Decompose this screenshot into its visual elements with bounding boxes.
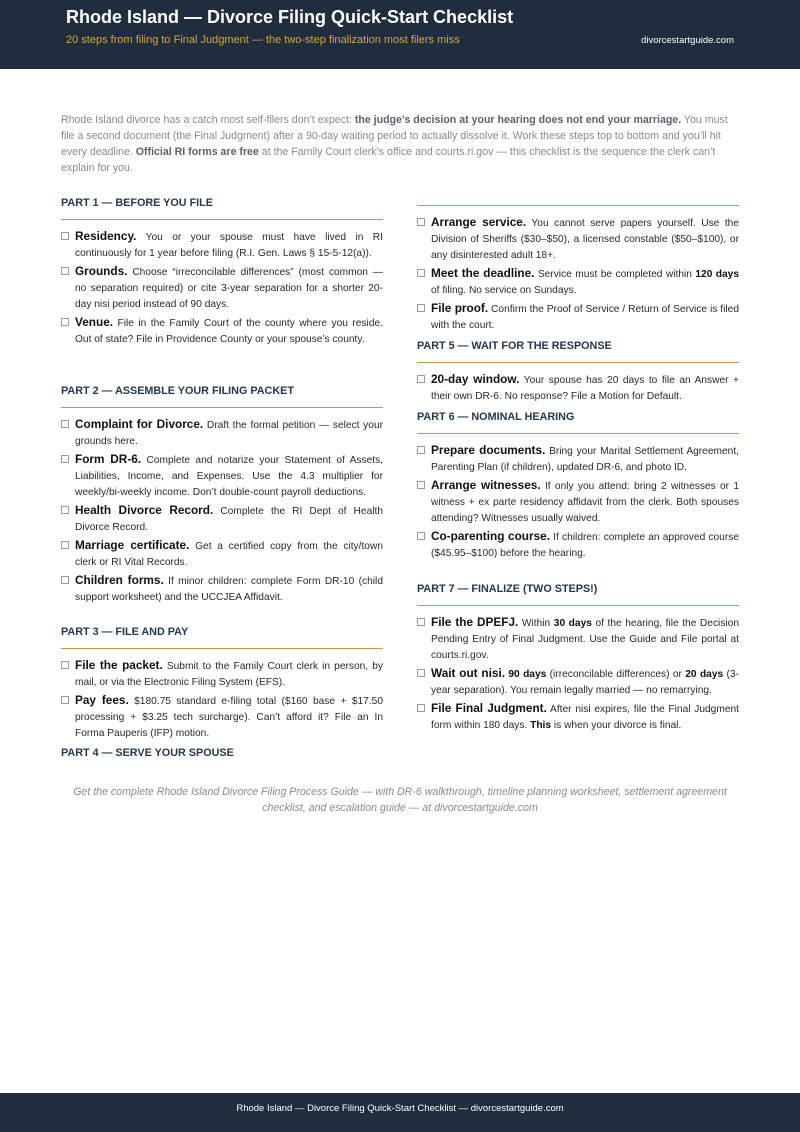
part-1-section bbox=[61, 196, 383, 349]
checklist-item bbox=[417, 300, 739, 334]
checklist-item bbox=[61, 537, 383, 571]
part-title: PART 3 — FILE AND PAY bbox=[61, 626, 189, 638]
checklist-item bbox=[417, 265, 739, 299]
item-title: Complaint for Divorce. bbox=[75, 417, 204, 431]
checklist-item bbox=[417, 665, 739, 699]
intro-text: Rhode Island divorce has a catch most self-filers don’t expect: bbox=[61, 114, 355, 126]
item-text: Your spouse has 20 days to file an Answer + their own DR-6. No response? File a Motion for Default. bbox=[431, 375, 739, 402]
intro-emphasis: the judge’s decision at your hearing does not end your marriage. bbox=[354, 114, 682, 126]
part-title: PART 5 — WAIT FOR THE RESPONSE bbox=[417, 340, 612, 352]
part-5-section bbox=[417, 339, 739, 406]
item-text: File in the Family Court of the county where you reside. Out of state? File in Providence County or your spouse’s county. bbox=[75, 318, 383, 345]
intro-text: You must file a second document (the Final Judgment) after a 90-day waiting period to actually dissolve it. Work these steps top to bottom and you’ll hit every deadline. bbox=[61, 114, 728, 158]
item-title: Form DR-6. bbox=[75, 452, 142, 466]
part-3-section bbox=[61, 625, 383, 743]
part-title: PART 1 — BEFORE YOU FILE bbox=[61, 197, 213, 209]
section-divider bbox=[61, 407, 383, 408]
item-title: Prepare documents. bbox=[431, 443, 546, 457]
checklist-item bbox=[417, 700, 739, 734]
item-text: $180.75 standard e-filing total ($160 base + $17.50 processing + $3.25 tech surcharge). Can’t afford it? File an In Forma Pauperis (IFP) motion. bbox=[75, 696, 383, 739]
checkbox[interactable] bbox=[417, 269, 425, 277]
item-emphasis: 120 days bbox=[695, 269, 739, 280]
checklist-item bbox=[417, 528, 739, 562]
section-divider bbox=[61, 648, 383, 649]
item-text: of the hearing, file the Decision Pending Entry of Final Judgment. Use the Guide and File portal at courts.ri.gov. bbox=[431, 618, 740, 661]
part-6-section bbox=[417, 410, 739, 563]
checklist-item bbox=[417, 477, 739, 527]
checklist-item bbox=[61, 572, 383, 606]
checkbox[interactable] bbox=[417, 618, 425, 626]
checkbox[interactable] bbox=[61, 455, 69, 463]
item-title: Health Divorce Record. bbox=[75, 503, 214, 517]
part-2-section bbox=[61, 384, 383, 607]
part-title: PART 2 — ASSEMBLE YOUR FILING PACKET bbox=[61, 385, 294, 397]
intro-paragraph bbox=[61, 112, 739, 176]
item-title: Venue. bbox=[75, 315, 114, 329]
intro-emphasis: Official RI forms are free bbox=[135, 146, 259, 158]
item-text: If only you attend: bring 2 witnesses or 1 witness + ex parte residency affidavit from the clerk. Both spouses attending? Witnesses usually waived. bbox=[431, 481, 739, 524]
checkbox[interactable] bbox=[417, 669, 425, 677]
checkbox[interactable] bbox=[61, 576, 69, 584]
item-text: Within bbox=[518, 618, 554, 629]
item-text: Service must be completed within bbox=[534, 269, 696, 280]
item-text: (3-year separation). You remain legally married — no remarrying. bbox=[431, 669, 739, 696]
checkbox[interactable] bbox=[61, 661, 69, 669]
checklist-item bbox=[417, 214, 739, 264]
item-title: Wait out nisi. bbox=[431, 666, 506, 680]
item-text: of filing. No service on Sundays. bbox=[431, 285, 577, 296]
item-text: Bring your Marital Settlement Agreement, Parenting Plan (if children), updated DR-6, and photo ID. bbox=[431, 446, 739, 473]
item-text: Confirm the Proof of Service / Return of Service is filed with the court. bbox=[431, 304, 739, 331]
part-4-section bbox=[417, 196, 739, 335]
checkbox[interactable] bbox=[417, 375, 425, 383]
item-title: Pay fees. bbox=[75, 693, 129, 707]
checkbox[interactable] bbox=[417, 446, 425, 454]
item-title: Marriage certificate. bbox=[75, 538, 190, 552]
item-title: Meet the deadline. bbox=[431, 266, 535, 280]
item-text: You or your spouse must have lived in RI continuously for 1 year before filing (R.I. Gen. Laws § 15-5-12(a)). bbox=[75, 232, 383, 259]
item-emphasis: 30 days bbox=[553, 618, 592, 629]
item-text: After nisi expires, file the Final Judgment form within 180 days. bbox=[431, 704, 739, 731]
item-text: You cannot serve papers yourself. Use the Division of Sheriffs ($30–$50), a licensed constable ($50–$100), or any disinterested adult 18+. bbox=[431, 218, 739, 261]
checkbox[interactable] bbox=[61, 420, 69, 428]
checkbox[interactable] bbox=[417, 304, 425, 312]
item-title: Residency. bbox=[75, 229, 137, 243]
checkbox[interactable] bbox=[61, 318, 69, 326]
checklist-item bbox=[61, 416, 383, 450]
page-subtitle: 20 steps from filing to Final Judgment — the two-step finalization most filers miss bbox=[66, 34, 460, 46]
item-text: Complete the RI Dept of Health Divorce Record. bbox=[75, 506, 383, 533]
item-title: Arrange service. bbox=[431, 215, 527, 229]
item-text: (irreconcilable differences) or bbox=[546, 669, 686, 680]
checklist-item bbox=[61, 451, 383, 501]
item-text: Submit to the Family Court clerk in person, by mail, or via the Electronic Filing System (EFS). bbox=[75, 661, 383, 688]
section-divider bbox=[61, 219, 383, 220]
checkbox[interactable] bbox=[61, 267, 69, 275]
item-emphasis: This bbox=[530, 720, 552, 731]
page-footer bbox=[0, 1093, 800, 1132]
item-title: File the packet. bbox=[75, 658, 163, 672]
part-4-heading bbox=[61, 746, 383, 760]
footer-text: Rhode Island — Divorce Filing Quick-Start Checklist — divorcestartguide.com bbox=[236, 1103, 564, 1114]
item-title: 20-day window. bbox=[431, 372, 520, 386]
item-text: is when your divorce is final. bbox=[551, 720, 682, 731]
site-name: divorcestartguide.com bbox=[641, 35, 734, 46]
checkbox[interactable] bbox=[61, 506, 69, 514]
item-text: Get a certified copy from the city/town clerk or RI Vital Records. bbox=[75, 541, 383, 568]
item-text: If children: complete an approved course ($45.95–$100) before the hearing. bbox=[431, 532, 739, 559]
item-title: File Final Judgment. bbox=[431, 701, 547, 715]
guide-promo-note: Get the complete Rhode Island Divorce Filing Process Guide — with DR-6 walkthrough, timeline planning worksheet, settlement agreement checklist, and escalation guide — at divorcestartguide.com bbox=[73, 786, 727, 814]
checkbox[interactable] bbox=[417, 532, 425, 540]
item-emphasis: 90 days bbox=[508, 669, 547, 680]
section-divider bbox=[417, 205, 739, 206]
checkbox[interactable] bbox=[417, 704, 425, 712]
item-title: Co-parenting course. bbox=[431, 529, 550, 543]
checklist-item bbox=[61, 657, 383, 691]
checklist-item bbox=[61, 228, 383, 262]
checklist-item bbox=[417, 614, 739, 664]
item-title: Children forms. bbox=[75, 573, 164, 587]
item-text: Choose “irreconcilable differences” (most common — no separation required) or cite 3-year separation for a shorter 20-day nisi period instead of 90 days. bbox=[75, 267, 383, 310]
item-title: Grounds. bbox=[75, 264, 128, 278]
checkbox[interactable] bbox=[417, 481, 425, 489]
checklist-item bbox=[417, 371, 739, 405]
page-title: Rhode Island — Divorce Filing Quick-Start Checklist bbox=[66, 7, 514, 27]
checklist-item bbox=[61, 692, 383, 742]
intro-text: at the Family Court clerk’s office and courts.ri.gov — this checklist is the sequence the clerk can’t explain for you. bbox=[61, 146, 716, 174]
section-divider bbox=[417, 605, 739, 606]
part-title: PART 6 — NOMINAL HEARING bbox=[417, 411, 575, 423]
checklist-item bbox=[61, 263, 383, 313]
checklist-item bbox=[417, 442, 739, 476]
item-emphasis: 20 days bbox=[685, 669, 724, 680]
checkbox[interactable] bbox=[61, 232, 69, 240]
item-title: File the DPEFJ. bbox=[431, 615, 519, 629]
section-divider bbox=[417, 433, 739, 434]
checklist-item bbox=[61, 502, 383, 536]
item-title: Arrange witnesses. bbox=[431, 478, 541, 492]
checkbox[interactable] bbox=[417, 218, 425, 226]
part-7-section bbox=[417, 582, 739, 735]
item-title: File proof. bbox=[431, 301, 489, 315]
item-text: Complete and notarize your Statement of Assets, Liabilities, Income, and Expenses. Use the 4.3 multiplier for weekly/bi-weekly income. Don’t double-count payroll deductions. bbox=[75, 455, 384, 498]
item-text: Draft the formal petition — select your grounds here. bbox=[75, 420, 383, 447]
part-title: PART 7 — FINALIZE (TWO STEPS!) bbox=[417, 583, 598, 595]
checkbox[interactable] bbox=[61, 696, 69, 704]
checkbox[interactable] bbox=[61, 541, 69, 549]
part-title: PART 4 — SERVE YOUR SPOUSE bbox=[61, 747, 234, 759]
item-text: If minor children: complete Form DR-10 (child support worksheet) and the UCCJEA Affidavit. bbox=[75, 576, 383, 603]
checklist-item bbox=[61, 314, 383, 348]
page-header bbox=[0, 0, 800, 69]
section-divider bbox=[417, 362, 739, 363]
